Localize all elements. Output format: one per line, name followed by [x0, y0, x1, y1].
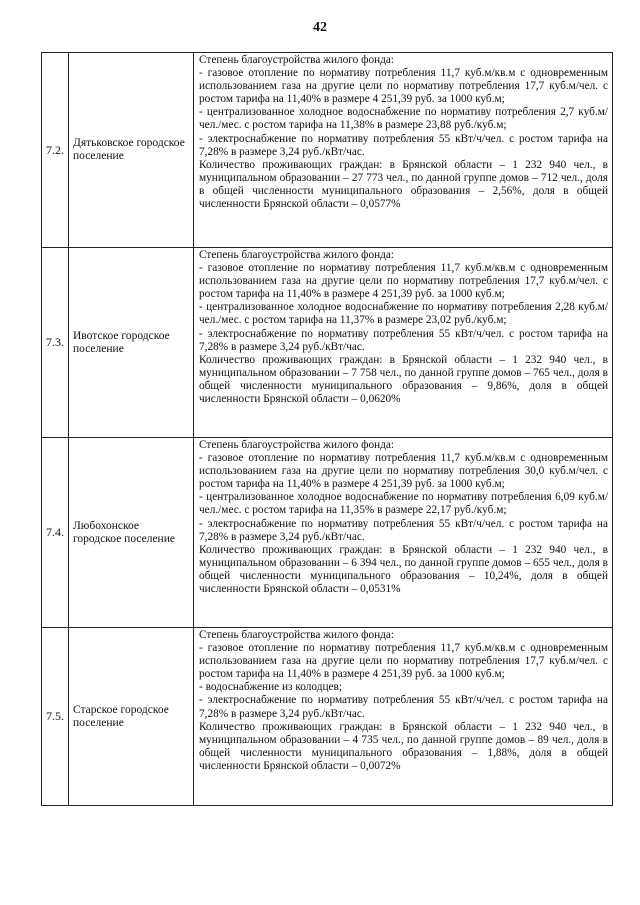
water-supply-item: - централизованное холодное водоснабжение по нормативу потребления 2,7 куб.м/чел./мес. с ростом тарифа на 11,38% в размере 23,88 руб./куб.м;: [199, 106, 608, 132]
settlement-name: Дятьковское городское поселение: [69, 53, 194, 248]
gas-heating-item: - газовое отопление по нормативу потребления 11,7 куб.м/кв.м с одновременным использованием газа на другие цели по нормативу потребления 30,0 куб.м/чел. с ростом тарифа на 11,40% в размере 4 251,39 руб. за 1000 куб.м;: [199, 452, 608, 491]
row-number: 7.4.: [42, 438, 69, 628]
electricity-item: - электроснабжение по нормативу потребления 55 кВт/ч/чел. с ростом тарифа на 7,28% в размере 3,24 руб./кВт/час.: [199, 132, 608, 158]
amenities-heading: Степень благоустройства жилого фонда:: [199, 439, 395, 451]
settlement-description: [194, 628, 613, 806]
row-number: 7.2.: [42, 53, 69, 248]
water-supply-item: - централизованное холодное водоснабжение по нормативу потребления 2,28 куб.м/чел./мес. с ростом тарифа на 11,37% в размере 23,02 руб./куб.м;: [199, 301, 608, 327]
row-number: 7.5.: [42, 628, 69, 806]
settlement-description: [194, 438, 613, 628]
amenities-heading: Степень благоустройства жилого фонда:: [199, 249, 395, 261]
population-item: Количество проживающих граждан: в Брянской области – 1 232 940 чел., в муниципальном образовании – 27 773 чел., по данной группе домов – 712 чел., доля в общей численности муниципального образования – 2,56%, доля в общей численности Брянской области – 0,0577%: [199, 158, 608, 211]
gas-heating-item: - газовое отопление по нормативу потребления 11,7 куб.м/кв.м с одновременным использованием газа на другие цели по нормативу потребления 17,7 куб.м/чел. с ростом тарифа на 11,40% в размере 4 251,39 руб. за 1000 куб.м;: [199, 642, 608, 681]
amenities-heading: Степень благоустройства жилого фонда:: [199, 629, 395, 641]
gas-heating-item: - газовое отопление по нормативу потребления 11,7 куб.м/кв.м с одновременным использованием газа на другие цели по нормативу потребления 17,7 куб.м/чел. с ростом тарифа на 11,40% в размере 4 251,39 руб. за 1000 куб.м;: [199, 67, 608, 106]
table-row: [42, 248, 613, 438]
settlement-name: Ивотское городское поселение: [69, 248, 194, 438]
population-item: Количество проживающих граждан: в Брянской области – 1 232 940 чел., в муниципальном образовании – 6 394 чел., по данной группе домов – 655 чел., доля в общей численности муниципального образования – 10,24%, доля в общей численности Брянской области – 0,0531%: [199, 543, 608, 596]
settlement-name: Старское городское поселение: [69, 628, 194, 806]
amenities-heading: Степень благоустройства жилого фонда:: [199, 54, 395, 66]
water-supply-item: - централизованное холодное водоснабжение по нормативу потребления 6,09 куб.м/чел./мес. с ростом тарифа на 11,35% в размере 22,17 руб./куб.м;: [199, 491, 608, 517]
table-row: [42, 628, 613, 806]
row-number: 7.3.: [42, 248, 69, 438]
electricity-item: - электроснабжение по нормативу потребления 55 кВт/ч/чел. с ростом тарифа на 7,28% в размере 3,24 руб./кВт/час.: [199, 694, 608, 720]
settlement-description: [194, 53, 613, 248]
page-number: 42: [313, 20, 327, 35]
settlements-table: [41, 52, 613, 806]
settlement-description: [194, 248, 613, 438]
water-supply-item: - водоснабжение из колодцев;: [199, 681, 342, 694]
gas-heating-item: - газовое отопление по нормативу потребления 11,7 куб.м/кв.м с одновременным использованием газа на другие цели по нормативу потребления 17,7 куб.м/чел. с ростом тарифа на 11,40% в размере 4 251,39 руб. за 1000 куб.м;: [199, 262, 608, 301]
population-item: Количество проживающих граждан: в Брянской области – 1 232 940 чел., в муниципальном образовании – 4 735 чел., по данной группе домов – 89 чел., доля в общей численности муниципального образования – 1,88%, доля в общей численности Брянской области – 0,0072%: [199, 720, 608, 772]
table-row: [42, 438, 613, 628]
electricity-item: - электроснабжение по нормативу потребления 55 кВт/ч/чел. с ростом тарифа на 7,28% в размере 3,24 руб./кВт/час.: [199, 517, 608, 543]
electricity-item: - электроснабжение по нормативу потребления 55 кВт/ч/чел. с ростом тарифа на 7,28% в размере 3,24 руб./кВт/час.: [199, 327, 608, 353]
settlement-name: Любохонское городское поселение: [69, 438, 194, 628]
table-row: [42, 53, 613, 248]
population-item: Количество проживающих граждан: в Брянской области – 1 232 940 чел., в муниципальном образовании – 7 758 чел., по данной группе домов – 765 чел., доля в общей численности муниципального образования – 9,86%, доля в общей численности Брянской области – 0,0620%: [199, 353, 608, 406]
